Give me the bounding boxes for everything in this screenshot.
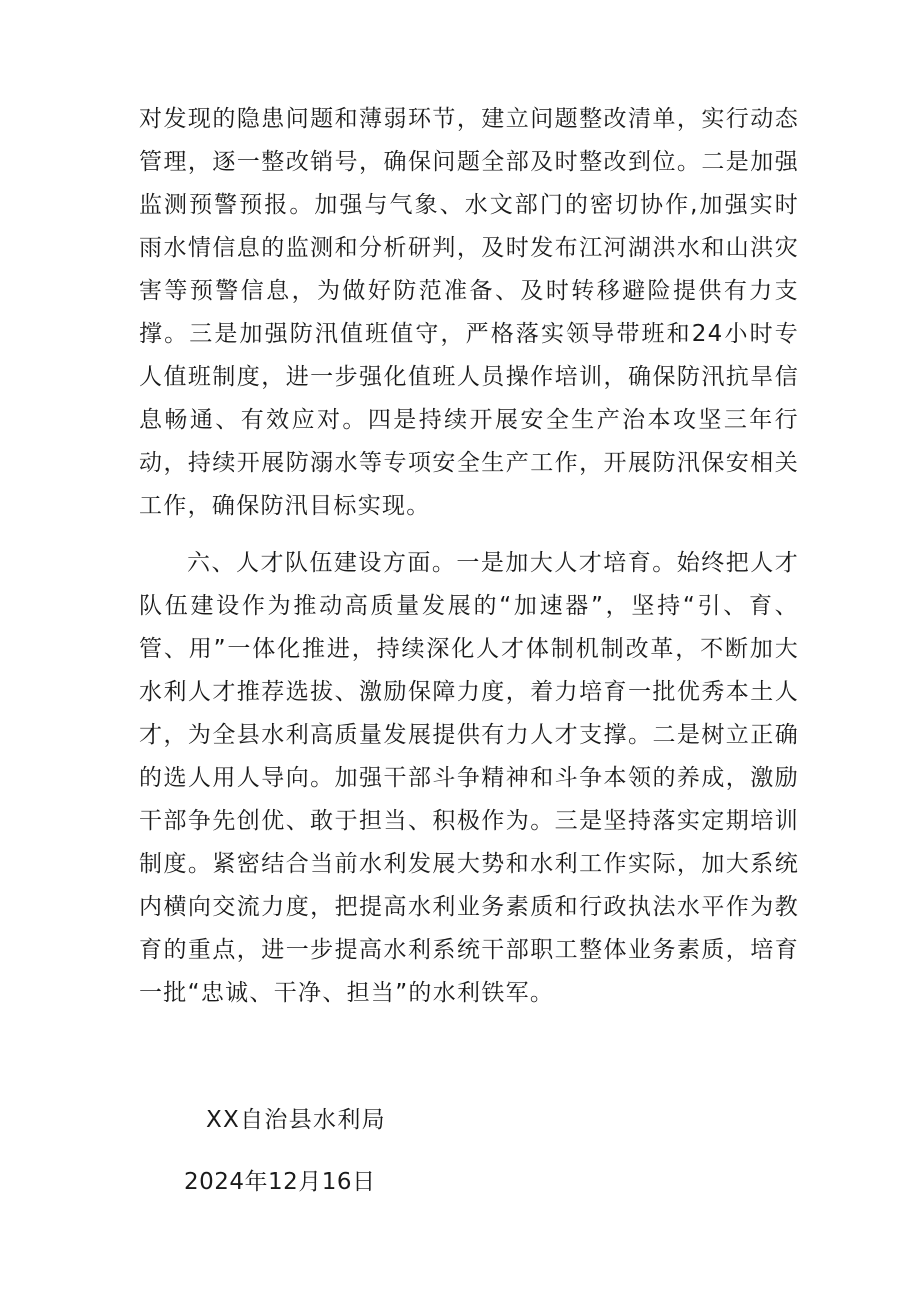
- paragraph-flood-control: 对发现的隐患问题和薄弱环节，建立问题整改清单，实行动态管理，逐一整改销号，确保问题全部及时整改到位。二是加强监测预警预报。加强与气象、水文部门的密切协作,加强实时雨水情信息的监测和分析研判，及时发布江河湖洪水和山洪灾害等预警信息，为做好防范准备、及时转移避险提供有力支撑。三是加强防汛值班值守，严格落实领导带班和24小时专人值班制度，进一步强化值班人员操作培训，确保防汛抗旱信息畅通、有效应对。四是持续开展安全生产治本攻坚三年行动，持续开展防溺水等专项安全生产工作，开展防汛保安相关工作，确保防汛目标实现。: [139, 106, 799, 519]
- document-body: [139, 98, 799, 1015]
- signature-date: 2024年12月16日: [184, 1169, 376, 1195]
- signature-organization: XX自治县水利局: [206, 1107, 386, 1133]
- paragraph-talent-team: 六、人才队伍建设方面。一是加大人才培育。始终把人才队伍建设作为推动高质量发展的“加速器”，坚持“引、育、管、用”一体化推进，持续深化人才体制机制改革，不断加大水利人才推荐选拔、激励保障力度，着力培育一批优秀本土人才，为全县水利高质量发展提供有力人才支撑。二是树立正确的选人用人导向。加强干部斗争精神和斗争本领的养成，激励干部争先创优、敢于担当、积极作为。三是坚持落实定期培训制度。紧密结合当前水利发展大势和水利工作实际，加大系统内横向交流力度，把提高水利业务素质和行政执法水平作为教育的重点，进一步提高水利系统干部职工整体业务素质，培育一批“忠诚、干净、担当”的水利铁军。: [139, 550, 799, 1006]
